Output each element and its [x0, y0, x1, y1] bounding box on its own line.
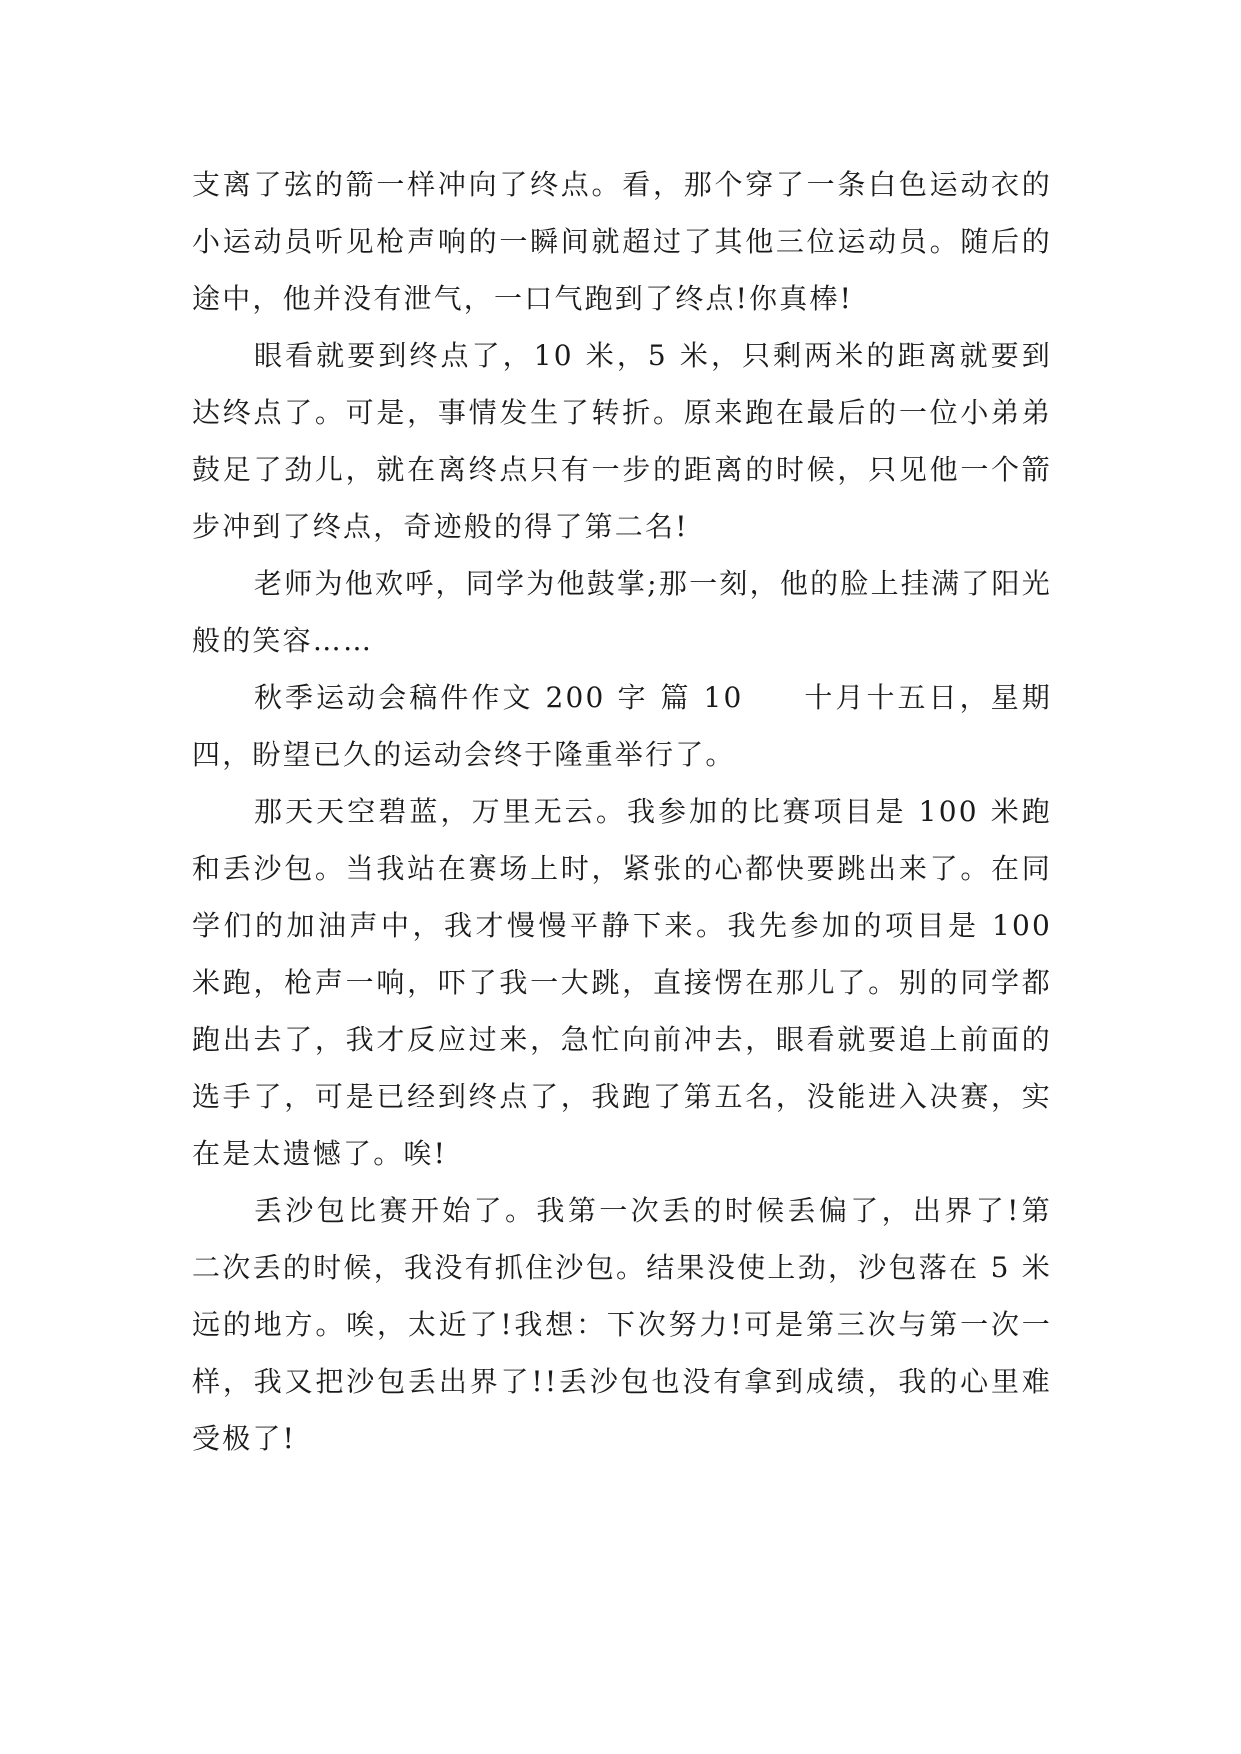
paragraph-3: 老师为他欢呼，同学为他鼓掌;那一刻，他的脸上挂满了阳光般的笑容……	[192, 567, 1052, 657]
section-heading-paragraph	[192, 669, 1052, 783]
paragraph-2: 眼看就要到终点了，10 米，5 米，只剩两米的距离就要到达终点了。可是，事情发生了转折。原来跑在最后的一位小弟弟鼓足了劲儿，就在离终点只有一步的距离的时候，只见他一个箭步冲到了终点，奇迹般的得了第二名!	[192, 339, 1052, 543]
paragraph-6: 丢沙包比赛开始了。我第一次丢的时候丢偏了，出界了!第二次丢的时候，我没有抓住沙包。结果没使上劲，沙包落在 5 米远的地方。唉，太近了!我想：下次努力!可是第三次与第一次一样，我又把沙包丢出界了!!丢沙包也没有拿到成绩，我的心里难受极了!	[192, 1194, 1052, 1455]
document-body	[192, 156, 1052, 1467]
paragraph-5: 那天天空碧蓝，万里无云。我参加的比赛项目是 100 米跑和丢沙包。当我站在赛场上时，紧张的心都快要跳出来了。在同学们的加油声中，我才慢慢平静下来。我先参加的项目是 100 米跑，枪声一响，吓了我一大跳，直接愣在那儿了。别的同学都跑出去了，我才反应过来，急忙向前冲去，眼看就要追上前面的选手了，可是已经到终点了，我跑了第五名，没能进入决赛，实在是太遗憾了。唉!	[192, 795, 1052, 1170]
section-title: 秋季运动会稿件作文 200 字 篇 10	[254, 681, 744, 714]
section-lead: 十月十五日，星期四，盼望已久的运动会终于隆重举行了。	[192, 681, 1052, 771]
paragraph-1: 支离了弦的箭一样冲向了终点。看，那个穿了一条白色运动衣的小运动员听见枪声响的一瞬间就超过了其他三位运动员。随后的途中，他并没有泄气，一口气跑到了终点!你真棒!	[192, 168, 1052, 315]
